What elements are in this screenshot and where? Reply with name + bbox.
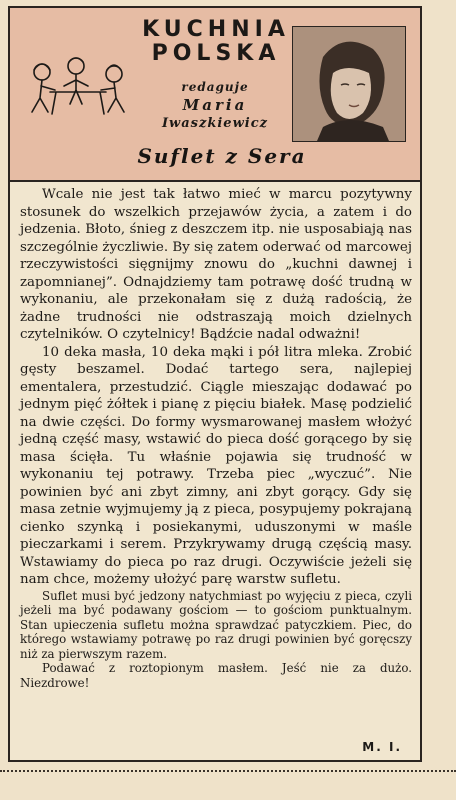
recipe-paragraph: 10 deka masła, 10 deka mąki i pół litra mleka. Zrobić gęsty beszamel. Dodać tartego sera, najlepiej ementalera, przestudzić. Ciągle mieszając dodawać po jednym pięć żółtek i pianę z pięciu białek. Masę podzielić na dwie części. Do formy wysmarowanej masłem włożyć jedną część masy, wstawić do pieca dość gorącego by się masa ścięła. Tu właśnie pojawia się trudność w wykonaniu tej potrawy. Trzeba piec „wyczuć”. Nie powinien być ani zbyt zimny, ani zbyt gorący. Gdy się masa zetnie wyjmujemy ją z pieca, posypujemy pokrajaną cienko szynką i posiekanymi, uduszonymi w maśle pieczarkami i serem. Przykrywamy drugą częścią masy. Wstawiamy do pieca po raz drugi. Oczywiście jeżeli się nam chce, możemy ułożyć parę warstw sufletu. [20,344,412,587]
recipe-title: Suflet z Sera [137,144,307,168]
editor-credit [142,80,288,133]
serving-note: Suflet musi być jedzony natychmiast po wyjęciu z pieca, czyli jeżeli ma być podawany gościom — to gościom punktualnym. Stan upieczenia sufletu można sprawdzać patyczkiem. Piec, do którego wstawiamy potrawę po raz drugi powinien być goręcszy niż za pierwszym razem. [20,588,412,661]
editor-last-name: Iwaszkiewicz [161,116,269,131]
editor-first-name: Maria [182,96,248,114]
closing-note: Podawać z roztopionym masłem. Jeść nie za dużo. Niezdrowe! [20,661,412,690]
column-title [136,18,296,66]
column-title-line2: POLSKA [151,41,281,66]
author-signature: M. I. [362,740,402,754]
dotted-cut-line [0,770,456,778]
children-at-table-illustration [20,52,140,122]
editor-prefix: redaguje [181,80,249,94]
article-frame [8,6,422,762]
article-body [20,186,412,690]
intro-paragraph: Wcale nie jest tak łatwo mieć w marcu pozytywny stosunek do wszelkich przejawów życia, a zatem i do jedzenia. Błoto, śnieg z deszczem itp. nie usposabiają nas szczególnie życzliwie. By się zatem oderwać od marcowej rzeczywistości sięgnijmy znowu do „kuchni dawnej i zapomnianej”. Odnajdziemy tam potrawę dość trudną w wykonaniu, ale przekonałam się z dużą radością, że żadne trudności nie odstraszają moich dzielnych czytelników. O czytelnicy! Bądźcie nadal odważni! [20,187,412,342]
column-header [10,8,420,182]
column-title-line1: KUCHNIA [142,17,290,42]
editor-portrait-photo [292,26,406,142]
